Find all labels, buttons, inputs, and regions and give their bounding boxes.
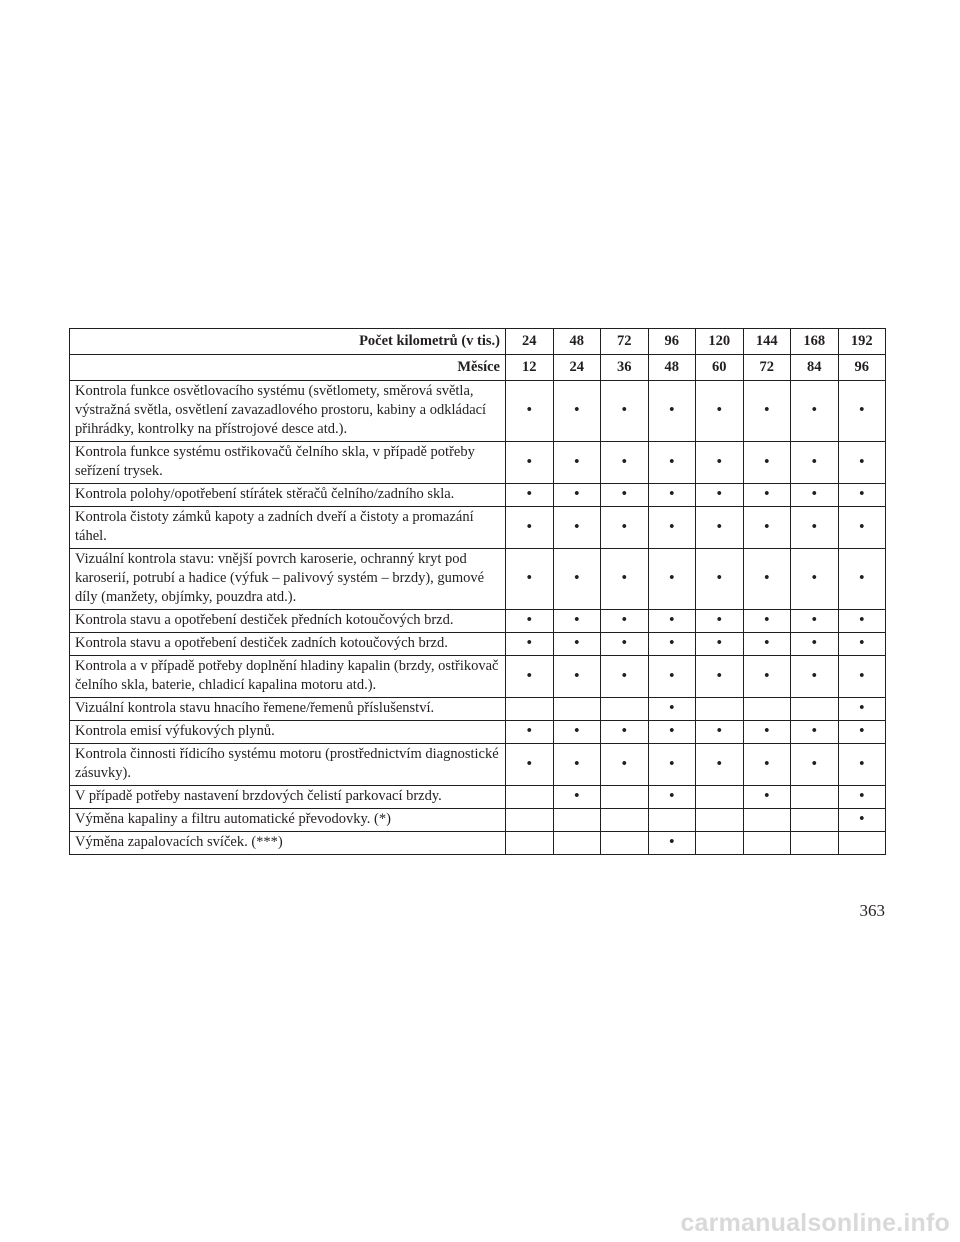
table-row (70, 721, 886, 744)
service-description: Vizuální kontrola stavu hnacího řemene/řemenů příslušenství. (70, 698, 506, 721)
service-description: Kontrola činnosti řídicího systému motoru (prostřednictvím diagnostické zásuvky). (70, 744, 506, 786)
service-due-bullet: • (648, 633, 696, 656)
service-description: Výměna kapaliny a filtru automatické převodovky. (*) (70, 809, 506, 832)
service-due-bullet: • (648, 549, 696, 610)
service-due-bullet: • (648, 484, 696, 507)
table-row (70, 549, 886, 610)
service-due-bullet: • (601, 484, 649, 507)
service-due-bullet: • (791, 484, 839, 507)
service-due-bullet: • (553, 633, 601, 656)
service-due-bullet: • (743, 549, 791, 610)
empty-cell (506, 698, 554, 721)
empty-cell (743, 832, 791, 855)
header-month-value: 36 (601, 355, 649, 381)
table-row (70, 698, 886, 721)
empty-cell (506, 786, 554, 809)
header-km-value: 24 (506, 329, 554, 355)
service-description: Vizuální kontrola stavu: vnější povrch karoserie, ochranný kryt pod karoserií, potrubí a hadice (výfuk – palivový systém – brzdy), gumové díly (manžety, objímky, pouzdra atd.). (70, 549, 506, 610)
service-due-bullet: • (696, 507, 744, 549)
service-due-bullet: • (601, 507, 649, 549)
service-due-bullet: • (648, 507, 696, 549)
service-due-bullet: • (506, 442, 554, 484)
service-due-bullet: • (696, 721, 744, 744)
service-due-bullet: • (838, 809, 886, 832)
service-due-bullet: • (506, 721, 554, 744)
service-due-bullet: • (791, 656, 839, 698)
service-due-bullet: • (553, 721, 601, 744)
header-km-value: 144 (743, 329, 791, 355)
service-due-bullet: • (696, 381, 744, 442)
service-due-bullet: • (791, 507, 839, 549)
service-due-bullet: • (838, 656, 886, 698)
service-due-bullet: • (696, 656, 744, 698)
header-month-value: 72 (743, 355, 791, 381)
service-due-bullet: • (743, 610, 791, 633)
service-due-bullet: • (838, 633, 886, 656)
header-km-value: 168 (791, 329, 839, 355)
header-label-months: Měsíce (70, 355, 506, 381)
service-description: Výměna zapalovacích svíček. (***) (70, 832, 506, 855)
service-due-bullet: • (743, 656, 791, 698)
service-due-bullet: • (743, 484, 791, 507)
service-due-bullet: • (506, 610, 554, 633)
header-km-value: 192 (838, 329, 886, 355)
header-row-kilometers (70, 329, 886, 355)
service-due-bullet: • (696, 484, 744, 507)
service-due-bullet: • (791, 721, 839, 744)
service-due-bullet: • (648, 698, 696, 721)
service-due-bullet: • (696, 744, 744, 786)
service-due-bullet: • (791, 381, 839, 442)
service-description: Kontrola funkce systému ostřikovačů čelního skla, v případě potřeby seřízení trysek. (70, 442, 506, 484)
header-month-value: 24 (553, 355, 601, 381)
service-due-bullet: • (791, 549, 839, 610)
service-due-bullet: • (838, 610, 886, 633)
service-due-bullet: • (743, 721, 791, 744)
header-km-value: 120 (696, 329, 744, 355)
service-due-bullet: • (601, 610, 649, 633)
table-row (70, 633, 886, 656)
service-due-bullet: • (648, 610, 696, 633)
service-due-bullet: • (553, 744, 601, 786)
empty-cell (838, 832, 886, 855)
service-due-bullet: • (601, 442, 649, 484)
service-due-bullet: • (601, 633, 649, 656)
service-due-bullet: • (743, 633, 791, 656)
service-due-bullet: • (553, 656, 601, 698)
page-number: 363 (859, 901, 885, 920)
empty-cell (601, 698, 649, 721)
empty-cell (743, 698, 791, 721)
service-due-bullet: • (791, 744, 839, 786)
empty-cell (601, 832, 649, 855)
empty-cell (791, 786, 839, 809)
service-due-bullet: • (601, 656, 649, 698)
service-description: Kontrola a v případě potřeby doplnění hladiny kapalin (brzdy, ostřikovač čelního skla, baterie, chladicí kapalina motoru atd.). (70, 656, 506, 698)
service-description: Kontrola stavu a opotřebení destiček předních kotoučových brzd. (70, 610, 506, 633)
service-description: Kontrola funkce osvětlovacího systému (světlomety, směrová světla, výstražná světla, osvětlení zavazadlového prostoru, kabiny a odkládací přihrádky, kontrolky na přístrojové desce atd.). (70, 381, 506, 442)
service-due-bullet: • (553, 442, 601, 484)
table-row (70, 381, 886, 442)
service-due-bullet: • (601, 381, 649, 442)
service-due-bullet: • (743, 786, 791, 809)
header-km-value: 48 (553, 329, 601, 355)
header-month-value: 48 (648, 355, 696, 381)
service-due-bullet: • (696, 442, 744, 484)
service-due-bullet: • (553, 610, 601, 633)
service-due-bullet: • (838, 744, 886, 786)
service-due-bullet: • (743, 744, 791, 786)
empty-cell (791, 809, 839, 832)
header-label-kilometers: Počet kilometrů (v tis.) (70, 329, 506, 355)
service-due-bullet: • (553, 549, 601, 610)
table-row (70, 484, 886, 507)
service-due-bullet: • (838, 442, 886, 484)
service-due-bullet: • (553, 786, 601, 809)
table-row (70, 610, 886, 633)
service-due-bullet: • (506, 507, 554, 549)
table-row (70, 744, 886, 786)
empty-cell (791, 698, 839, 721)
table-row (70, 832, 886, 855)
empty-cell (696, 786, 744, 809)
service-due-bullet: • (791, 610, 839, 633)
service-due-bullet: • (838, 786, 886, 809)
service-due-bullet: • (838, 381, 886, 442)
header-month-value: 60 (696, 355, 744, 381)
service-due-bullet: • (553, 507, 601, 549)
service-due-bullet: • (791, 442, 839, 484)
service-description: Kontrola stavu a opotřebení destiček zadních kotoučových brzd. (70, 633, 506, 656)
service-description: V případě potřeby nastavení brzdových čelistí parkovací brzdy. (70, 786, 506, 809)
service-due-bullet: • (506, 656, 554, 698)
table-row (70, 507, 886, 549)
service-due-bullet: • (743, 381, 791, 442)
service-due-bullet: • (696, 633, 744, 656)
empty-cell (696, 698, 744, 721)
service-due-bullet: • (601, 721, 649, 744)
empty-cell (648, 809, 696, 832)
empty-cell (696, 809, 744, 832)
service-due-bullet: • (838, 721, 886, 744)
watermark-logo: carmanualsonline.info (680, 1209, 950, 1237)
service-due-bullet: • (648, 832, 696, 855)
table-row (70, 786, 886, 809)
service-due-bullet: • (791, 633, 839, 656)
service-due-bullet: • (743, 507, 791, 549)
service-description: Kontrola emisí výfukových plynů. (70, 721, 506, 744)
service-due-bullet: • (838, 698, 886, 721)
service-due-bullet: • (553, 381, 601, 442)
service-due-bullet: • (506, 381, 554, 442)
service-due-bullet: • (696, 549, 744, 610)
empty-cell (791, 832, 839, 855)
empty-cell (743, 809, 791, 832)
table-row (70, 442, 886, 484)
service-due-bullet: • (553, 484, 601, 507)
service-due-bullet: • (601, 549, 649, 610)
header-row-months (70, 355, 886, 381)
maintenance-schedule-table (69, 328, 886, 855)
service-due-bullet: • (648, 656, 696, 698)
empty-cell (696, 832, 744, 855)
service-due-bullet: • (506, 484, 554, 507)
header-km-value: 72 (601, 329, 649, 355)
header-month-value: 84 (791, 355, 839, 381)
service-due-bullet: • (696, 610, 744, 633)
service-due-bullet: • (648, 744, 696, 786)
service-due-bullet: • (838, 549, 886, 610)
empty-cell (506, 832, 554, 855)
empty-cell (553, 809, 601, 832)
header-month-value: 96 (838, 355, 886, 381)
table-row (70, 656, 886, 698)
service-due-bullet: • (506, 633, 554, 656)
service-due-bullet: • (838, 484, 886, 507)
service-due-bullet: • (506, 549, 554, 610)
service-description: Kontrola polohy/opotřebení stírátek stěračů čelního/zadního skla. (70, 484, 506, 507)
header-km-value: 96 (648, 329, 696, 355)
service-description: Kontrola čistoty zámků kapoty a zadních dveří a čistoty a promazání táhel. (70, 507, 506, 549)
service-due-bullet: • (648, 381, 696, 442)
table-row (70, 809, 886, 832)
service-due-bullet: • (838, 507, 886, 549)
service-due-bullet: • (648, 442, 696, 484)
empty-cell (506, 809, 554, 832)
empty-cell (553, 832, 601, 855)
header-month-value: 12 (506, 355, 554, 381)
service-due-bullet: • (601, 744, 649, 786)
empty-cell (601, 809, 649, 832)
empty-cell (601, 786, 649, 809)
service-due-bullet: • (648, 786, 696, 809)
empty-cell (553, 698, 601, 721)
service-due-bullet: • (506, 744, 554, 786)
service-due-bullet: • (648, 721, 696, 744)
service-due-bullet: • (743, 442, 791, 484)
